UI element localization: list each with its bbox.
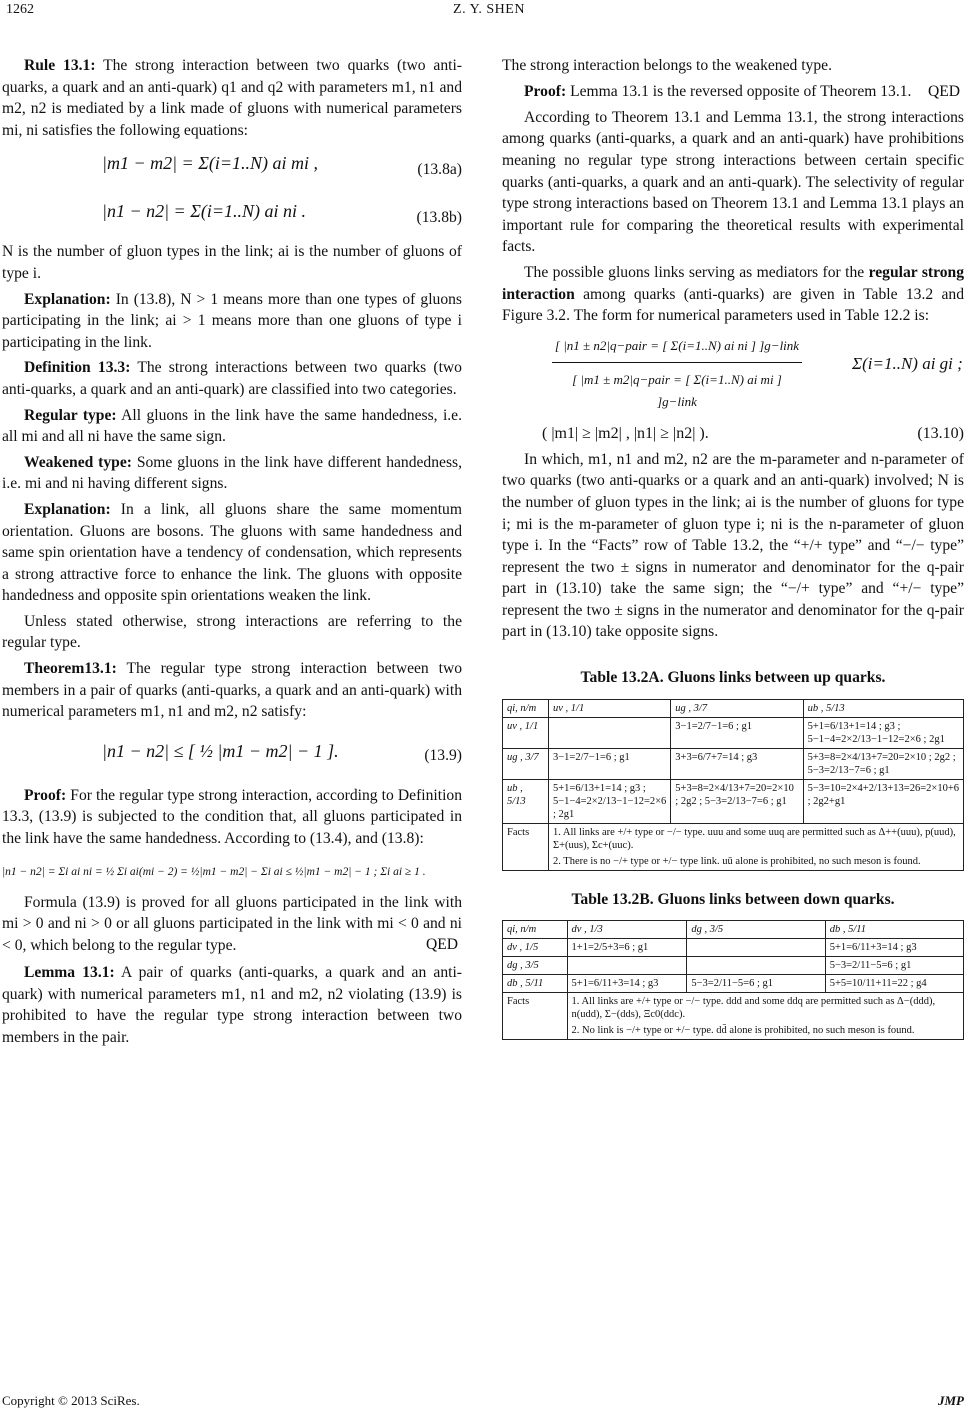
right-column <box>502 55 964 1040</box>
equation-body: |n1 − n2| = Σ(i=1..N) ai ni . <box>102 201 307 222</box>
table-cell: 5−3=2/11−5=6 ; g1 <box>687 975 825 993</box>
left-column <box>2 55 462 1052</box>
table-cell <box>687 957 825 975</box>
fact-item: 1. All links are +/+ type or −/− type. uuu and some uuq are permitted such as Δ++(uuu), p(uud), Σ+(uus), Σc+(uuc). <box>553 826 956 851</box>
table-row <box>503 748 964 779</box>
table-cell: 5+1=6/11+3=14 ; g3 <box>825 939 963 957</box>
page-number: 1262 <box>6 2 34 17</box>
fraction-numerator: [ |n1 ± n2|q−pair = [ Σ(i=1..N) ai ni ] ]g−link <box>554 337 800 353</box>
table-cell: dv , 1/5 <box>503 939 568 957</box>
equation-number: (13.8a) <box>417 161 462 179</box>
weakened-type-title: Weakened type: <box>24 453 132 471</box>
table-header-row <box>503 699 964 717</box>
equation-number: (13.9) <box>424 746 462 764</box>
proof-equation <box>2 854 462 890</box>
explanation-2 <box>2 499 462 607</box>
fraction-bar <box>552 362 802 363</box>
table-cell: ug , 3/7 <box>503 748 549 779</box>
formula-proof: Formula (13.9) is proved for all gluons participated in the link with mi > 0 and ni > 0 or all gluons participated in the link with mi < 0 and ni < 0, which belong to the regular type. <box>2 893 462 954</box>
theorem-title: Theorem13.1: <box>24 660 117 678</box>
unless-note: Unless stated otherwise, strong interactions are referring to the regular type. <box>2 612 462 652</box>
paragraph-text: among quarks (anti-quarks) are given in Table 13.2 and Figure 3.2. The form for numerical parameters used in Table 12.2 is: <box>502 285 964 325</box>
table-row <box>503 975 964 993</box>
table-row <box>503 957 964 975</box>
equation-13-8a <box>2 145 462 191</box>
copyright: Copyright © 2013 SciRes. <box>2 1393 140 1408</box>
table-cell: 5+1=6/13+1=14 ; g3 ; 5−1−4=2×2/13−1−12=2×6 ; 2g1 <box>549 779 671 823</box>
table-cell: uv , 1/1 <box>503 717 549 748</box>
table-header-cell: uv , 1/1 <box>549 699 671 717</box>
n-definition: N is the number of gluon types in the link; ai is the number of gluons of type i. <box>2 243 462 282</box>
table-facts-row <box>503 993 964 1040</box>
equation-tail: Σ(i=1..N) ai gi ; <box>852 353 963 373</box>
weakened-type <box>2 452 462 495</box>
table-13-2b <box>502 920 964 1040</box>
theorem-text: The regular type strong interaction between two members in a pair of quarks (anti-quarks, a quark and an anti-quark) with numerical parameters m1, n1 and m2, n2 satisfy: <box>2 660 462 721</box>
table-b-caption: Table 13.2B. Gluons links between down quarks. <box>571 890 895 908</box>
table-header-cell: dg , 3/5 <box>687 921 825 939</box>
table-header-cell: db , 5/11 <box>825 921 963 939</box>
table-row <box>503 939 964 957</box>
table-row <box>503 779 964 823</box>
equation-condition: ( |m1| ≥ |m2| , |n1| ≥ |n2| ). <box>542 424 709 442</box>
fact-item: 2. No link is −/+ type or +/− type. dd̄ alone is prohibited, no such meson is found. <box>571 1025 915 1037</box>
qed-mark: QED <box>927 83 960 101</box>
lemma-text: A pair of quarks (anti-quarks, a quark and an anti-quark) with numerical parameters m1, n1 and m2, n2 violating (13.9) is prohibited to have the regular type strong interaction between two members in the pair. <box>2 964 462 1046</box>
table-a-caption: Table 13.2A. Gluons links between up quarks. <box>580 669 886 687</box>
running-head: Z. Y. SHEN <box>453 2 525 17</box>
qed-mark: QED <box>425 936 458 954</box>
table-facts-row <box>503 823 964 870</box>
proof-text: For the regular type strong interaction, according to Definition 13.3, (13.9) is subjected to the condition that, all gluons participated in the link have the same handedness. According to (13.4), and (13.8): <box>2 786 462 848</box>
table-header-cell: qi, n/m <box>503 699 549 717</box>
proof-title: Proof: <box>524 82 567 100</box>
regular-type <box>2 405 462 448</box>
explanation-1 <box>2 289 462 354</box>
table-cell: 5+3=8=2×4/13+7=20=2×10 ; 2g2 ; 5−3=2/13−7=6 ; g1 <box>671 779 803 823</box>
explanation-text: In a link, all gluons share the same momentum orientation. Gluons are bosons. The gluons with same handedness and same spin orientation have a tendency of condensation, which represents a strong attractive force to enhance the link. The gluons with opposite handedness and opposite spin orientations weaken the link. <box>2 500 462 605</box>
explanation-title: Explanation: <box>24 500 111 518</box>
weakened-type-text: Some gluons in the link have different handedness, i.e. mi and ni having different signs. <box>2 453 462 493</box>
rule-13-1 <box>2 55 462 141</box>
proof-text: Lemma 13.1 is the reversed opposite of Theorem 13.1. <box>570 82 912 100</box>
table-cell: 5+1=6/13+1=14 ; g3 ; 5−1−4=2×2/13−1−12=2×6 ; 2g1 <box>803 717 963 748</box>
bold-phrase: regular strong interaction <box>502 263 964 303</box>
proof-1 <box>2 785 462 850</box>
table-cell: 5+5=10/11+11=22 ; g4 <box>825 975 963 993</box>
page-footer <box>2 1393 964 1409</box>
table-cell <box>567 957 687 975</box>
journal-name: JMP <box>938 1393 964 1408</box>
table-cell: 5−3=2/11−5=6 ; g1 <box>825 957 963 975</box>
table-cell: 3−1=2/7−1=6 ; g1 <box>549 748 671 779</box>
proof-title: Proof: <box>24 786 67 804</box>
table-row <box>503 717 964 748</box>
definition-text: The strong interactions between two quarks (two anti-quarks, a quark and an anti-quark) are classified into two categories. <box>2 359 462 398</box>
explanation-text: In (13.8), N > 1 means more than one types of gluons participating in the link; ai > 1 means more than one gluons of type i participating in the link. <box>2 290 462 351</box>
equation-13-8b <box>2 193 462 239</box>
paragraph-2 <box>502 262 964 327</box>
table-cell: dg , 3/5 <box>503 957 568 975</box>
paragraph-3: In which, m1, n1 and m2, n2 are the m-parameter and n-parameter of two quarks (two anti-quarks or a quark and an anti-quark) involved; N is the number of gluon types in the link; ai is the number of gluons for type i; mi is the m-parameter of gluon type i; ni is the n-parameter of gluon type i. In the “Facts” row of Table 13.2, the “+/+ type” and “−/− type” represent the two ± signs in numerator and denominator for the q-pair part in (13.10) take the same sign; the “−/+ type” and “+/− type” represent the two ± signs in the numerator and denominator for the q-pair part in (13.10) take opposite signs. <box>502 450 964 641</box>
equation-number: (13.8b) <box>416 209 462 227</box>
equation-number: (13.10) <box>917 424 964 442</box>
page-header <box>0 0 978 24</box>
lemma-title: Lemma 13.1: <box>24 964 115 981</box>
equation-13-10 <box>502 331 964 449</box>
facts-label: Facts <box>503 993 568 1040</box>
table-header-cell: qi, n/m <box>503 921 568 939</box>
table-cell: 5−3=10=2×4+2/13+13=26=2×10+6 ; 2g2+g1 <box>803 779 963 823</box>
table-header-cell: ug , 3/7 <box>671 699 803 717</box>
table-cell: ub , 5/13 <box>503 779 549 823</box>
table-cell: 5+3=8=2×4/13+7=20=2×10 ; 2g2 ; 5−3=2/13−7=6 ; g1 <box>803 748 963 779</box>
fact-item: 2. There is no −/+ type or +/− type link. uū alone is prohibited, no such meson is found. <box>553 855 921 867</box>
fraction-denominator: [ |m1 ± m2|q−pair = [ Σ(i=1..N) ai mi ] ]g−link <box>572 372 782 409</box>
table-cell: 1+1=2/5+3=6 ; g1 <box>567 939 687 957</box>
facts-label: Facts <box>503 823 549 870</box>
lemma-tail: The strong interaction belongs to the weakened type. <box>502 57 832 74</box>
rule-text: The strong interaction between two quarks (two anti-quarks, a quark and an anti-quark) q1 and q2 with parameters m1, n1 and m2, n2 is mediated by a link made of gluons with numerical parameters mi, ni satisfies the following equations: <box>2 57 462 139</box>
definition-13-3 <box>2 357 462 400</box>
table-13-2a <box>502 699 964 871</box>
regular-type-title: Regular type: <box>24 406 117 424</box>
table-cell <box>687 939 825 957</box>
equation-13-9 <box>2 727 462 783</box>
theorem-13-1 <box>2 658 462 723</box>
facts-cell <box>549 823 964 870</box>
explanation-title: Explanation: <box>24 290 111 308</box>
lemma-13-1 <box>2 962 462 1048</box>
table-cell: 3+3=6/7+7=14 ; g3 <box>671 748 803 779</box>
definition-title: Definition 13.3: <box>24 359 131 377</box>
table-header-cell: ub , 5/13 <box>803 699 963 717</box>
table-cell: 3−1=2/7−1=6 ; g1 <box>671 717 803 748</box>
rule-title: Rule 13.1: <box>24 57 96 74</box>
table-cell: db , 5/11 <box>503 975 568 993</box>
fact-item: 1. All links are +/+ type or −/− type. ddd and some ddq are permitted such as Δ−(ddd), n(udd), Σ−(dds), Ξc0(ddc). <box>571 996 936 1021</box>
facts-cell <box>567 993 963 1040</box>
table-cell: 5+1=6/11+3=14 ; g3 <box>567 975 687 993</box>
equation-body: |n1 − n2| ≤ [ ½ |m1 − m2| − 1 ]. <box>102 740 339 761</box>
regular-type-text: All gluons in the link have the same handedness, i.e. all mi and all ni have the same sign. <box>2 406 462 446</box>
paragraph-text: The possible gluons links serving as mediators for the <box>524 263 865 281</box>
table-header-row <box>503 921 964 939</box>
equation-body: |m1 − m2| = Σ(i=1..N) ai mi , <box>102 153 319 174</box>
equation-fraction <box>552 335 802 413</box>
table-header-cell: dv , 1/3 <box>567 921 687 939</box>
paragraph-1: According to Theorem 13.1 and Lemma 13.1, the strong interactions among quarks (anti-quarks, a quark and an anti-quark) have prohibitions meaning no regular type strong interactions between certain specific quarks (anti-quarks, a quark and an anti-quark). The selectivity of regular type strong interactions based on Theorem 13.1 and Lemma 13.1 plays an important rule for comparing the theoretical results with experimental facts. <box>502 108 964 256</box>
equation-body: |n1 − n2| = Σi ai ni = ½ Σi ai(mi − 2) = ½|m1 − m2| − Σi ai ≤ ½|m1 − m2| − 1 ; Σi ai ≥ 1 . <box>2 865 426 878</box>
table-cell <box>549 717 671 748</box>
proof-2 <box>502 81 964 103</box>
